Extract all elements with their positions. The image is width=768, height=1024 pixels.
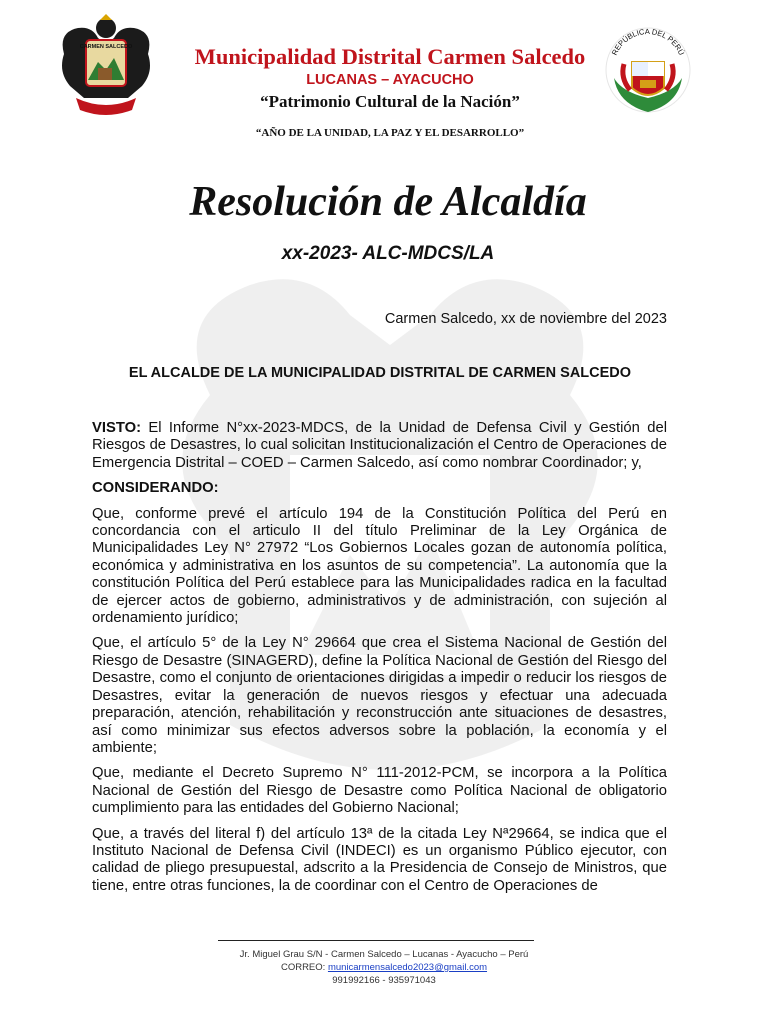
footer [150, 948, 618, 987]
left-logo-text: CARMEN SALCEDO [79, 44, 133, 50]
mayor-heading: EL ALCALDE DE LA MUNICIPALIDAD DISTRITAL DE CARMEN SALCEDO [128, 365, 632, 381]
visto-label: VISTO: [92, 420, 142, 436]
heritage-motto: “Patrimonio Cultural de la Nación” [260, 92, 520, 111]
right-logo-text: REPÚBLICA DEL PERÚ [609, 26, 687, 57]
footer-phones: 991992166 - 935971043 [332, 975, 436, 986]
visto-text: El Informe N°xx-2023-MDCS, de la Unidad de Defensa Civil y Gestión del Riesgos de Desastres, lo cual solicitan Institucionalización el Centro de Operaciones de Emergencia Distrital – COED – Carmen Salcedo, así como nombrar Coordinador; y, [92, 420, 667, 471]
considerando-label: CONSIDERANDO: [92, 480, 219, 497]
footer-divider [218, 940, 534, 941]
footer-email-line [150, 961, 618, 974]
footer-email-link[interactable]: municarmensalcedo2023@gmail.com [327, 962, 488, 973]
considerando-paragraph: Que, conforme prevé el artículo 194 de la Constitución Política del Perú en concordancia con el articulo II del título Preliminar de la Ley Orgánica de Municipalidades Ley N° 27972 “Los Gobiernos Locales gozan de autonomía política, económica y administrativa en los asuntos de su competencia”. La autonomía que la constitución Política del Perú establece para las Municipalidades radica en la facultad de ejercer actos de gobierno, administrativos y de administración, con sujeción al ordenamiento jurídico; [92, 505, 667, 627]
resolution-number: xx-2023- ALC-MDCS/LA [281, 243, 495, 264]
considerando-paragraph: Que, a través del literal f) del artículo 13ª de la citada Ley Nª29664, se indica que el Instituto Nacional de Defensa Civil (INDECI) es un organismo Público ejecutor, con calidad de pliego presupuestal, adscrito a la Presidencia de Consejo de Ministros, que tiene, entre otras funciones, la de coordinar con el Centro de Operaciones de [92, 825, 667, 894]
municipality-name: Municipalidad Distrital Carmen Salcedo [194, 44, 586, 69]
document-title: Resolución de Alcaldía [189, 179, 587, 225]
considerando-paragraph: Que, mediante el Decreto Supremo N° 111-2012-PCM, se incorpora a la Política Nacional de Gestión del Riesgo de Desastre como Política Nacional de obligatorio cumplimiento para las entidades del Gobierno Nacional; [92, 765, 667, 817]
visto-paragraph [92, 420, 667, 472]
resolution-body [92, 420, 667, 903]
year-motto: “AÑO DE LA UNIDAD, LA PAZ Y EL DESARROLLO” [255, 127, 525, 139]
footer-email-label: CORREO: [280, 962, 328, 973]
province-line: LUCANAS – AYACUCHO [306, 72, 474, 88]
date-line: Carmen Salcedo, xx de noviembre del 2023 [384, 311, 667, 327]
footer-address: Jr. Miguel Grau S/N - Carmen Salcedo – Lucanas - Ayacucho – Perú [239, 949, 529, 960]
considerando-paragraph: Que, el artículo 5° de la Ley N° 29664 que crea el Sistema Nacional de Gestión del Riesgo de Desastre (SINAGERD), define la Política Nacional de Gestión del Riesgo del Desastre, como el conjunto de orientaciones dirigidas a impedir o reducir los riesgos de Desastres, evitar la generación de nuevos riesgos y efectuar una adecuada preparación, atención, rehabilitación y reconstrucción ante situaciones de desastres, así como minimizar sus efectos adversos sobre la población, la economía y el ambiente; [92, 635, 667, 756]
municipal-crest-logo [58, 14, 154, 122]
